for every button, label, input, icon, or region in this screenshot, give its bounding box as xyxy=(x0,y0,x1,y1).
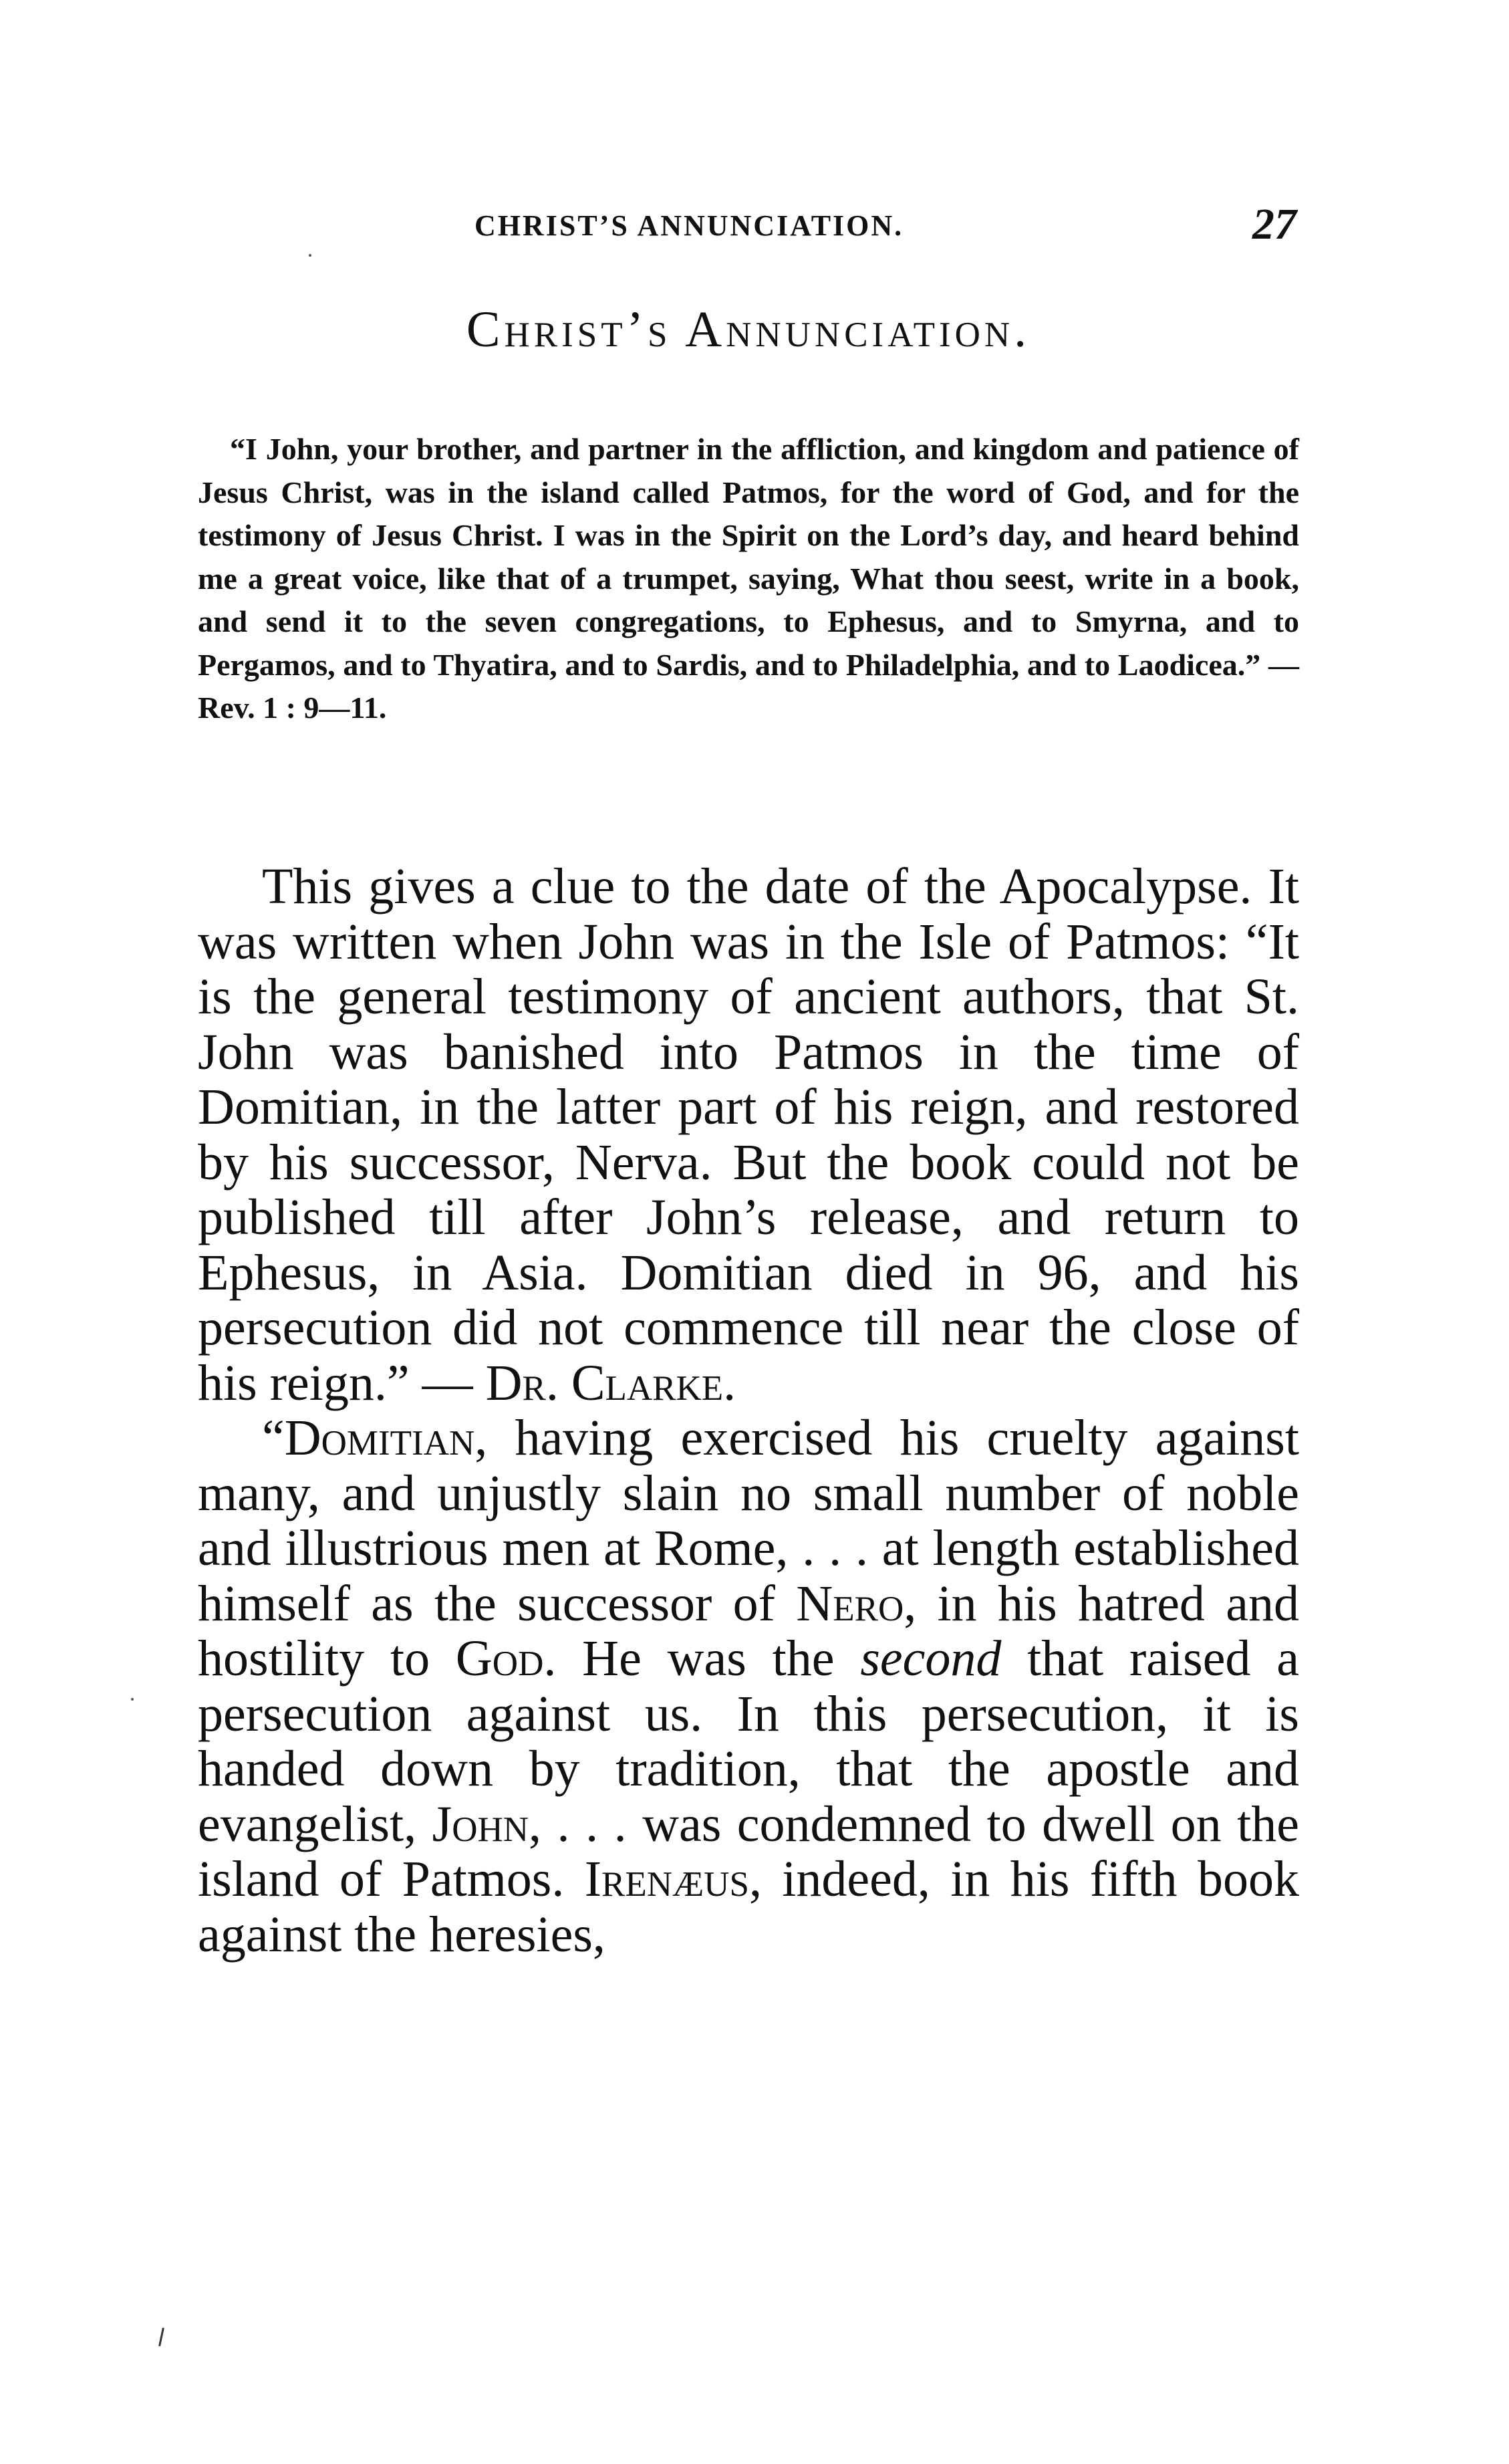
name-irenaeus: Irenæus xyxy=(584,1851,749,1907)
running-head xyxy=(200,199,1296,253)
open-quote: “ xyxy=(262,1410,285,1466)
name-god: God xyxy=(455,1630,544,1687)
paragraph-1-text: This gives a clue to the date of the Apocalypse. It was written when John was in the Isle of Patmos: “It is the general testimony of ancient authors, that St. John was banished into Patmos in the time of Domitian, in the latter part of his reign, and restored by his successor, Nerva. But the book could not be published till after John’s release, and return to Ephesus, in Asia. Domitian died in 96, and his persecution did not commence till near the close of his reign.” — xyxy=(198,858,1299,1411)
page-number: 27 xyxy=(1252,200,1296,249)
running-title: CHRIST’S ANNUNCIATION. xyxy=(474,209,904,242)
word-second: second xyxy=(860,1630,1002,1687)
paragraph-1 xyxy=(198,859,1299,1410)
name-nero: Nero xyxy=(796,1575,904,1632)
name-john: John xyxy=(432,1796,529,1852)
epigraph-quotation: “I John, your brother, and partner in the affliction, and kingdom and patience of Jesus Christ, was in the island called Patmos, for the word of God, and for the testimony of Jesus Christ. I was in the Spirit on the Lord’s day, and heard behind me a great voice, like that of a trumpet, saying, What thou seest, write in a book, and send it to the seven congregations, to Ephesus, and to Smyrna, and to Pergamos, and to Thyatira, and to Sardis, and to Philadelphia, and to Laodicea.” —Rev. 1 : 9—11. xyxy=(198,432,1299,725)
paragraph-2-text-4: that raised a persecution against us. In this persecution, it is handed down by tradition, that the apostle and evangelist, xyxy=(198,1630,1299,1852)
paragraph-2-text-1: , having exercised his cruelty against many, and unjustly slain no small number of noble and illustrious men at Rome, . . . at length established himself as the successor of xyxy=(198,1410,1299,1632)
paragraph-2-text-2: , in his hatred and hostility to xyxy=(198,1575,1299,1687)
name-domitian: Domitian xyxy=(284,1410,475,1466)
body-text xyxy=(198,859,1299,1962)
citation-dr-clarke: Dr. Clarke. xyxy=(485,1354,736,1411)
paragraph-2-text-3: . He was the xyxy=(543,1630,861,1687)
paragraph-2-text-5: , . . . was condemned to dwell on the island of Patmos. xyxy=(198,1796,1299,1907)
print-speck xyxy=(309,254,311,257)
paragraph-2-text-6: , indeed, in his fifth book against the heresies, xyxy=(198,1851,1299,1963)
print-speck xyxy=(131,1698,134,1701)
paragraph-2 xyxy=(198,1410,1299,1962)
stray-ink-mark xyxy=(158,2328,164,2346)
chapter-title: Christ’s Annunciation. xyxy=(466,301,1031,358)
